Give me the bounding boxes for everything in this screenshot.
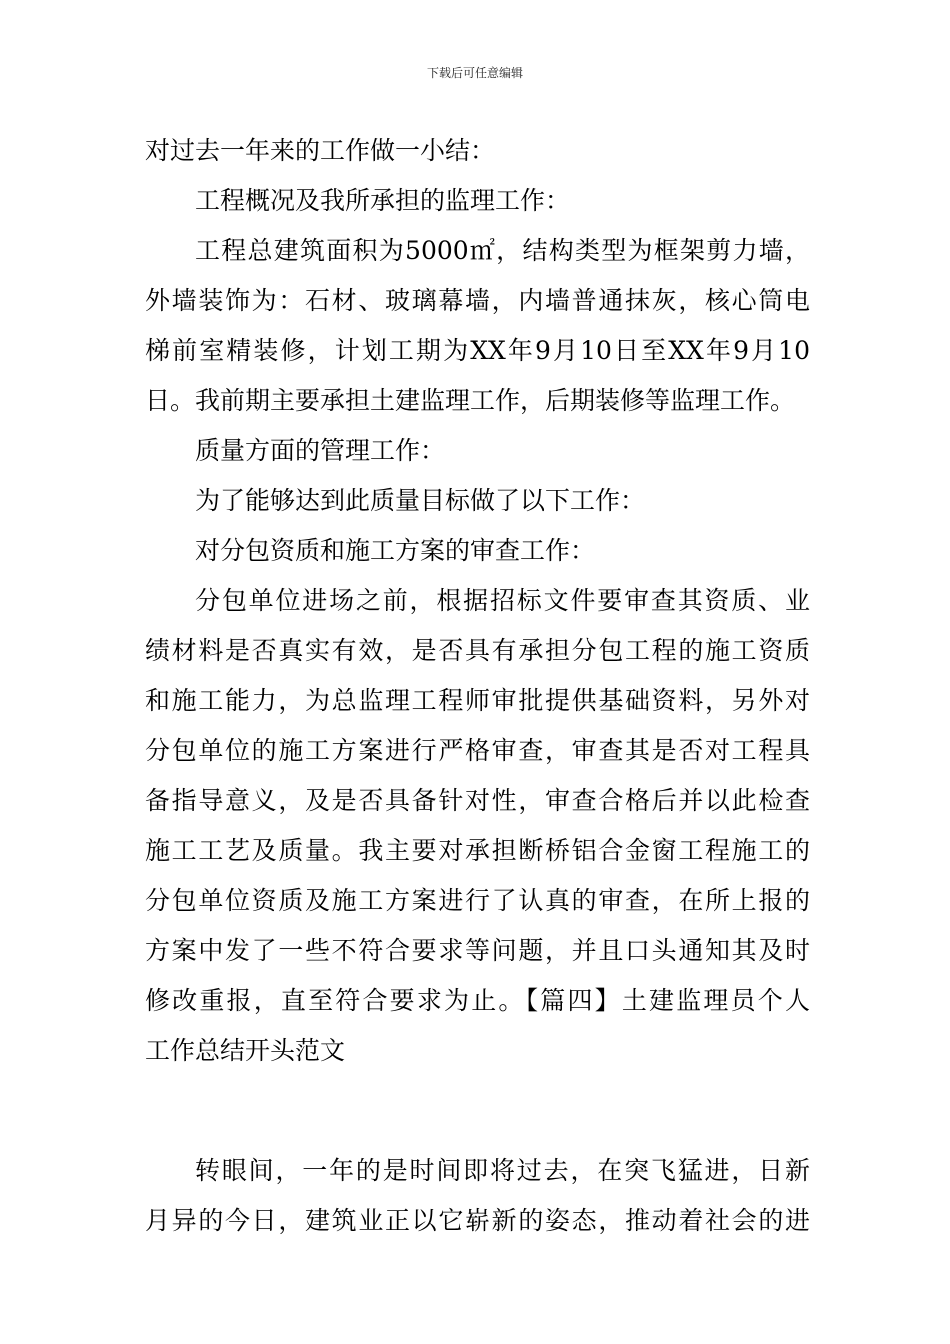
paragraph-line: 和施工能力，为总监理工程师审批提供基础资料，另外对 [145,686,810,715]
document-body [145,126,810,1246]
paragraph-line: 方案中发了一些不符合要求等问题，并且口头通知其及时 [145,936,810,965]
paragraph-line: 施工工艺及质量。我主要对承担断桥铝合金窗工程施工的 [145,836,810,865]
paragraph-line: 日。我前期主要承担土建监理工作，后期装修等监理工作。 [145,386,796,415]
paragraph-gap [145,1076,810,1146]
paragraph-line: 对分包资质和施工方案的审查工作： [195,536,596,565]
paragraph-line: 月异的今日，建筑业正以它崭新的姿态，推动着社会的进 [145,1206,810,1235]
paragraph-line: 分包单位的施工方案进行严格审查，审查其是否对工程具 [145,736,810,765]
paragraph-line: 外墙装饰为：石材、玻璃幕墙，内墙普通抹灰，核心筒电 [145,286,810,315]
page-header: 下载后可任意编辑 [426,66,523,80]
paragraph-line: 修改重报，直至符合要求为止。【篇四】土建监理员个人 [145,986,810,1015]
paragraph-line: 对过去一年来的工作做一小结： [145,136,496,165]
paragraph-line: 梯前室精装修，计划工期为XX年9月10日至XX年9月10 [145,336,810,365]
paragraph-line: 分包单位资质及施工方案进行了认真的审查，在所上报的 [145,886,810,915]
paragraph-line: 分包单位进场之前，根据招标文件要审查其资质、业 [195,586,810,615]
paragraph-line: 质量方面的管理工作： [195,436,446,465]
paragraph-line: 工程总建筑面积为5000㎡，结构类型为框架剪力墙， [195,236,810,265]
paragraph-line: 工程概况及我所承担的监理工作： [195,186,571,215]
paragraph-line: 转眼间，一年的是时间即将过去，在突飞猛进，日新 [195,1156,810,1185]
paragraph-line: 备指导意义，及是否具备针对性，审查合格后并以此检查 [145,786,810,815]
paragraph-line: 绩材料是否真实有效，是否具有承担分包工程的施工资质 [145,636,810,665]
paragraph-line: 工作总结开头范文 [145,1036,346,1065]
paragraph-line: 为了能够达到此质量目标做了以下工作： [195,486,646,515]
